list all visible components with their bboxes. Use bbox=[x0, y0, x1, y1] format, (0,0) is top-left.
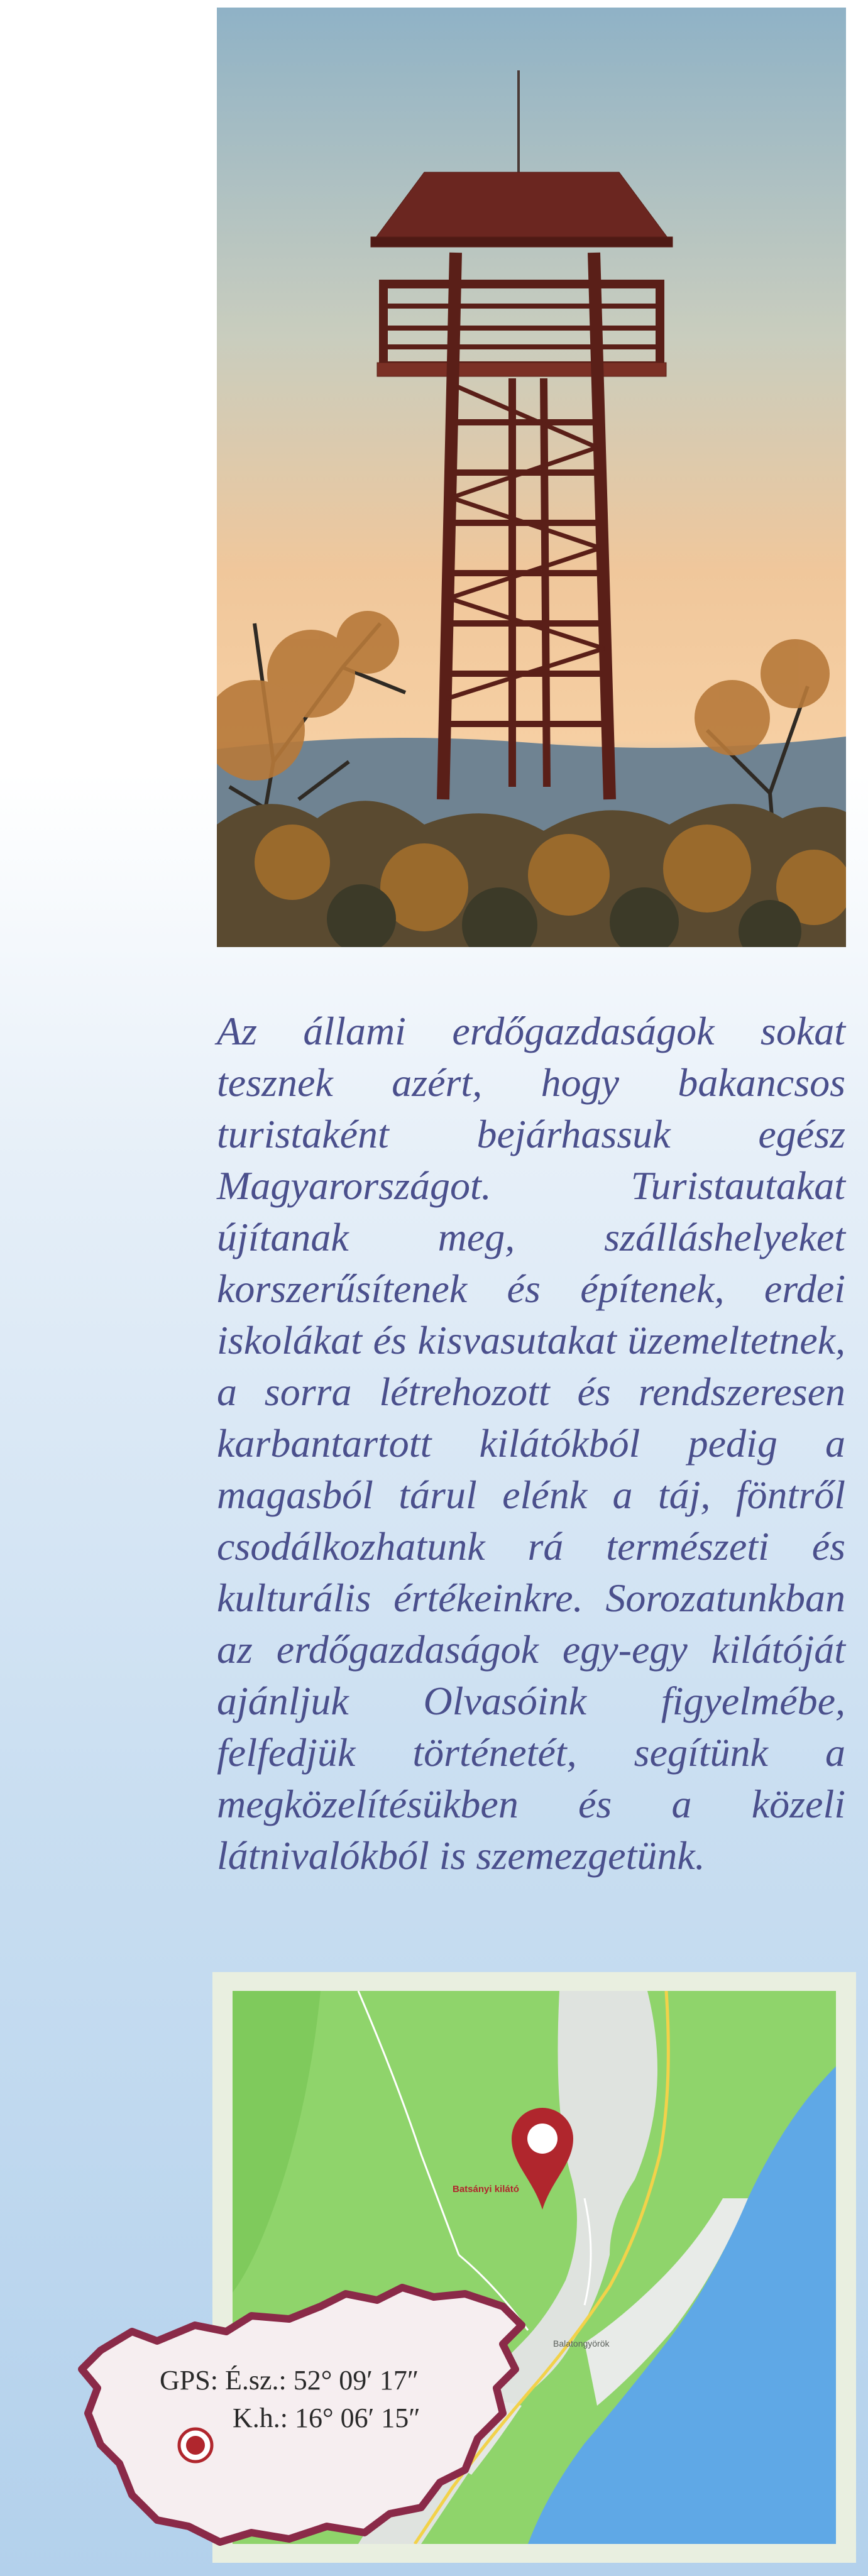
town-label: Balatongyörök bbox=[553, 2338, 610, 2349]
gps-latitude: GPS: É.sz.: 52° 09′ 17″ bbox=[160, 2365, 419, 2396]
location-marker-icon bbox=[177, 2427, 214, 2464]
place-label: Batsányi kilátó bbox=[453, 2184, 519, 2195]
lookout-tower-photo bbox=[217, 8, 846, 947]
gps-longitude: K.h.: 16° 06′ 15″ bbox=[233, 2403, 420, 2433]
intro-paragraph: Az állami erdőgazdaságok sokat tesznek azért, hogy bakancsos turistaként bejárhassuk egész Magyarországot. Turistautakat újítanak meg, szálláshelyeket korszerűsítenek és építenek, erdei iskolákat és kisvasutakat üzemeltetnek, a sorra létrehozott és rendszeresen karbantartott kilátókból pedig a magasból tárul elénk a táj, föntről csodálkozhatunk rá természeti és kulturális értékeinkre. Sorozatunkban az erdőgazdaságok egy-egy kilátóját ajánljuk Olvasóink figyelmébe, felfedjük történetét, segítünk a megközelítésükben és a közeli látnivalókból is szemezgetünk. bbox=[217, 1009, 845, 1878]
location-pin-icon bbox=[508, 2104, 577, 2211]
